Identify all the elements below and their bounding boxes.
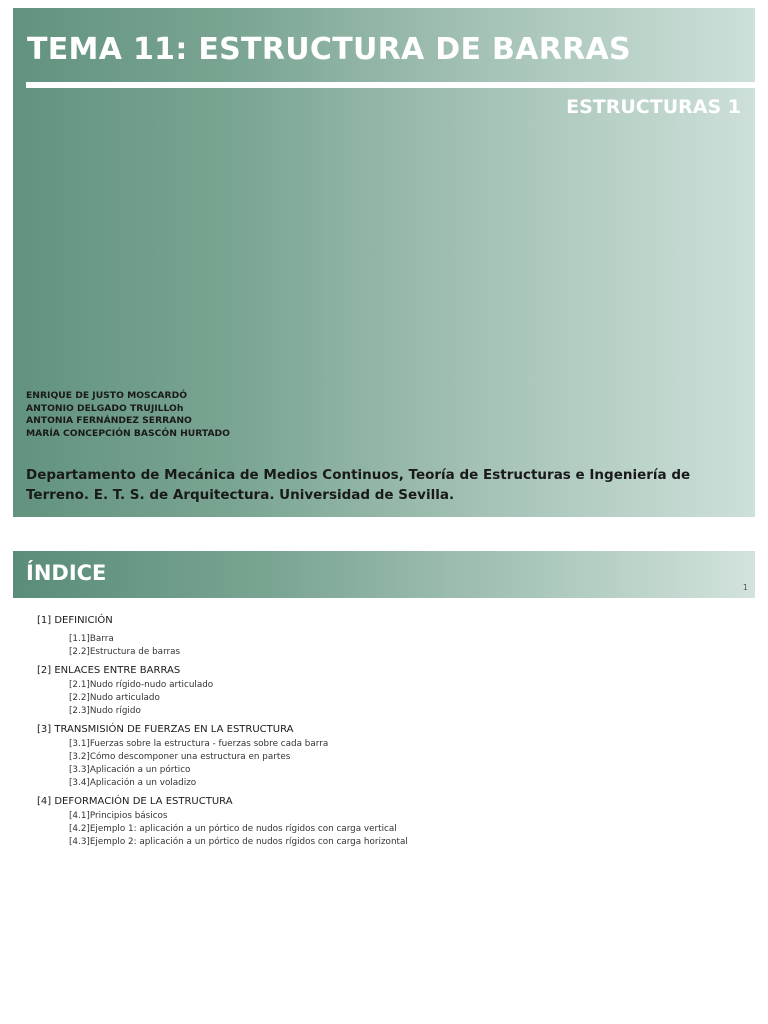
index-title: ÍNDICE [26,561,107,585]
toc-item[interactable]: [2.2]Nudo articulado [69,693,160,703]
author-list [26,390,230,440]
toc-item[interactable]: [2.1]Nudo rígido-nudo articulado [69,680,214,690]
title-divider [26,82,755,88]
cover-title: TEMA 11: ESTRUCTURA DE BARRAS [27,32,631,67]
author-name: MARÍA CONCEPCIÓN BASCÓN HURTADO [26,427,230,439]
author-name: ANTONIA FERNÁNDEZ SERRANO [26,415,192,426]
toc-heading[interactable]: [2] ENLACES ENTRE BARRAS [37,665,181,676]
toc-heading[interactable]: [1] DEFINICIÓN [37,615,113,626]
cover-panel [13,8,755,517]
toc-section-1 [37,614,737,659]
toc-section-3 [37,723,737,790]
toc-item[interactable]: [3.2]Cómo descomponer una estructura en partes [69,752,291,762]
toc-item[interactable]: [2.3]Nudo rígido [69,706,141,716]
author-name: ANTONIO DELGADO TRUJILLOh [26,402,184,414]
toc-item[interactable]: [4.1]Principios básicos [69,811,168,821]
toc-subitems [37,738,737,790]
toc-item[interactable]: [4.2]Ejemplo 1: aplicación a un pórtico de nudos rígidos con carga vertical [69,824,397,834]
toc-heading[interactable]: [4] DEFORMACIÓN DE LA ESTRUCTURA [37,796,233,807]
toc-item[interactable]: [3.1]Fuerzas sobre la estructura - fuerzas sobre cada barra [69,739,329,749]
index-header [13,551,755,598]
toc-subitems [37,633,737,659]
toc-subitems [37,679,737,718]
toc-subitems [37,810,737,849]
toc-item[interactable]: [3.3]Aplicación a un pórtico [69,765,191,775]
toc-item[interactable]: [4.3]Ejemplo 2: aplicación a un pórtico de nudos rígidos con carga horizontal [69,837,408,847]
course-subtitle: ESTRUCTURAS 1 [566,96,741,118]
toc-heading[interactable]: [3] TRANSMISIÓN DE FUERZAS EN LA ESTRUCTURA [37,724,294,735]
toc-item[interactable]: [2.2]Estructura de barras [69,647,181,657]
department-affiliation: Departamento de Mecánica de Medios Continuos, Teoría de Estructuras e Ingeniería de Terreno. E. T. S. de Arquitectura. Universidad de Sevilla. [26,467,691,503]
toc-item[interactable]: [1.1]Barra [69,634,114,644]
author-name: ENRIQUE DE JUSTO MOSCARDÓ [26,390,188,401]
toc-section-2 [37,664,737,718]
toc-section-4 [37,795,737,849]
table-of-contents [37,614,737,854]
page-number: 1 [742,583,748,592]
toc-item[interactable]: [3.4]Aplicación a un voladizo [69,778,197,788]
